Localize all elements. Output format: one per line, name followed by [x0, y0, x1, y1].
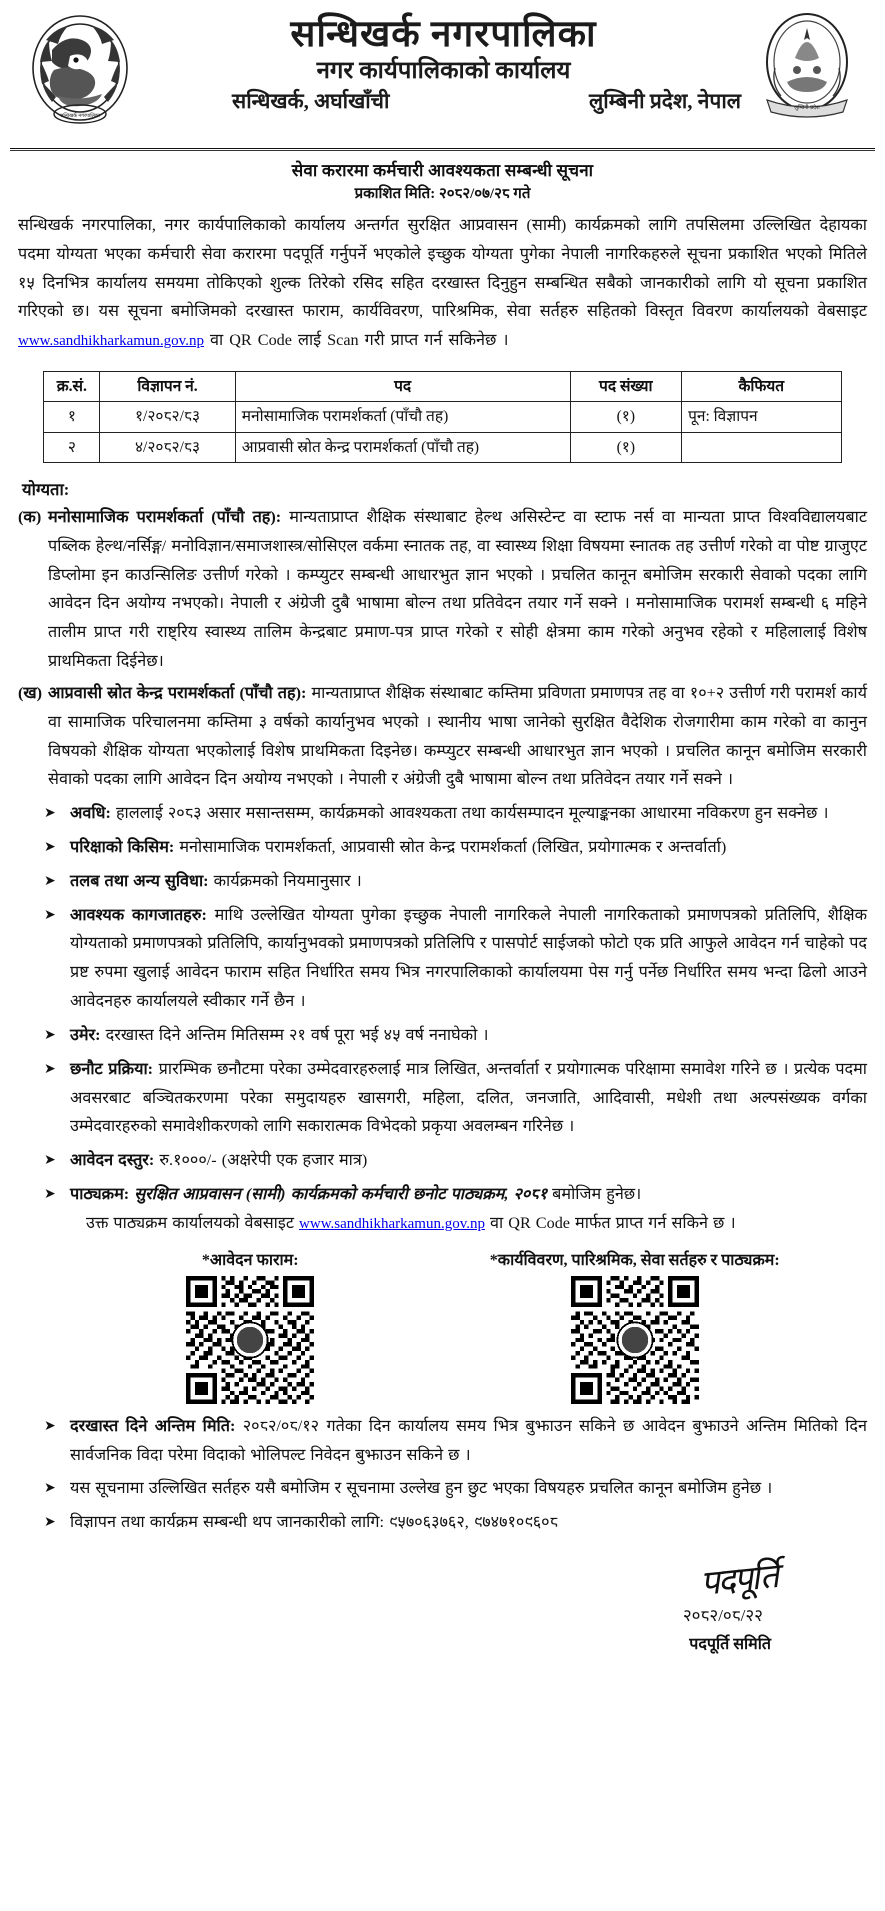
final-notes-list: [44, 1412, 867, 1537]
qualification-item-kha: [18, 679, 867, 794]
syllabus-line2-post: वा QR Code मार्फत प्राप्त गर्न सकिने छ ।: [490, 1213, 736, 1232]
bullet-text: दरखास्त दिने अन्तिम मितिसम्म २१ वर्ष पूरा भई ४५ वर्ष ननाघेको ।: [105, 1025, 489, 1044]
th-ad-no: विज्ञापन नं.: [100, 372, 235, 402]
intro-text-part-1: सन्धिखर्क नगरपालिका, नगर कार्यपालिकाको कार्यालय अन्तर्गत सुरक्षित आप्रवासन (सामी) कार्यक्रमको लागि तपसिलमा उल्लिखित देहायका पदमा योग्यता भएका कर्मचारी सेवा करारमा पदपूर्ति गर्नुपर्ने भएकोले इच्छुक योग्यता पुगेका नेपाली नागरिकहरुले सूचना प्रकाशित भएको मितिले १५ दिनभित्र कार्यालय समयमा तोकिएको शुल्क तिरेको रसिद सहित दरखास्त दिनुहुन सम्बन्धित सबैको जानकारीको लागि यो सूचना प्रकाशित गरिएको छ। यस सूचना बमोजिमको दरखास्त फाराम, कार्यविवरण, पारिश्रमिक, सेवा सर्तहरु सहितको विस्तृत विवरण कार्यालयको वेबसाइट: [18, 216, 867, 321]
list-item-fee: [44, 1146, 867, 1175]
fee-label: आवेदन दस्तुर:: [70, 1151, 155, 1170]
cell-serial: २: [44, 432, 100, 462]
bullet-label: परिक्षाको किसिम:: [70, 838, 175, 856]
arrow-bullet-icon: ➤: [44, 1515, 56, 1531]
header-divider-2: [10, 150, 875, 151]
th-count: पद संख्या: [570, 372, 682, 402]
list-item: [44, 1508, 867, 1537]
list-item: [44, 1055, 867, 1141]
qr-label-job-description: *कार्यविवरण, पारिश्रमिक, सेवा सर्तहरु र पाठ्यक्रम:: [489, 1251, 780, 1269]
bullet-label: उमेर:: [70, 1025, 101, 1044]
vacancy-table: [43, 371, 841, 463]
list-item: [44, 867, 867, 896]
bullet-label: छनौट प्रक्रिया:: [70, 1059, 154, 1078]
list-item: [44, 799, 867, 828]
arrow-bullet-icon: ➤: [44, 1481, 56, 1497]
lumbini-province-emblem-icon: [751, 8, 863, 126]
published-date: प्रकाशित मिति: २०८२/०७/२८ गते: [354, 186, 531, 202]
th-serial: क्र.सं.: [44, 372, 100, 402]
syllabus-name: सुरक्षित आप्रवासन (सामी) कार्यक्रमको कर्मचारी छनोट पाठ्यक्रम, २०८१: [134, 1185, 548, 1204]
cell-remarks: पून: विज्ञापन: [682, 402, 841, 432]
bullet-label: तलब तथा अन्य सुविधा:: [70, 871, 209, 890]
list-item: [44, 833, 867, 862]
qualification-lead-ka: मनोसामाजिक परामर्शकर्ता (पाँचौ तह):: [48, 507, 282, 526]
arrow-bullet-icon: ➤: [44, 1027, 56, 1043]
svg-text:सन्धिखर्क नगरपालिका: सन्धिखर्क नगरपालिका: [59, 113, 101, 119]
table-row: [44, 432, 841, 462]
intro-paragraph: [18, 211, 867, 355]
organization-office: नगर कार्यपालिकाको कार्यालय: [316, 58, 571, 85]
intro-text-part-2: वा QR Code लाई Scan गरी प्राप्त गर्न सकिनेछ ।: [210, 331, 509, 350]
th-remarks: कैफियत: [682, 372, 841, 402]
list-item: [44, 1412, 867, 1470]
organization-province: लुम्बिनी प्रदेश, नेपाल: [589, 89, 741, 114]
arrow-bullet-icon: ➤: [44, 1061, 56, 1077]
table-header-row: [44, 372, 841, 402]
qr-label-application-form: *आवेदन फाराम:: [201, 1251, 299, 1269]
syllabus-website-link[interactable]: www.sandhikharkamun.gov.np: [299, 1215, 485, 1232]
qr-code-icon[interactable]: [186, 1276, 314, 1404]
list-item: [44, 1021, 867, 1050]
signature-date: २०८२/०८/२२: [682, 1606, 763, 1626]
arrow-bullet-icon: ➤: [44, 1418, 56, 1434]
qr-block-application-form: [100, 1248, 400, 1404]
qr-block-job-description: [485, 1248, 785, 1404]
qr-section: [18, 1248, 867, 1404]
cell-remarks: [682, 432, 841, 462]
svg-text:लुम्बिनी प्रदेश: लुम्बिनी प्रदेश: [794, 105, 820, 111]
syllabus-tail: बमोजिम हुनेछ।: [552, 1185, 642, 1204]
list-item: [44, 1474, 867, 1503]
cell-count: (१): [570, 402, 682, 432]
fee-text: रु.१०००/- (अक्षरेपी एक हजार मात्र): [159, 1151, 368, 1170]
final-bullet-text: २०८२/०८/१२ गतेका दिन कार्यालय समय भित्र बुझाउन सकिने छ आवेदन बुझाउने अन्तिम मितिको दिन सार्वजनिक विदा परेमा विदाको भोलिपल्ट निवेदन बुझाउन सकिने छ ।: [70, 1416, 867, 1464]
signature-scribble: पदपूर्ति: [698, 1558, 779, 1603]
bullet-label: आवश्यक कागजातहरु:: [70, 905, 207, 924]
bullet-text: कार्यक्रमको नियमानुसार ।: [213, 871, 362, 890]
syllabus-line2-pre: उक्त पाठ्यक्रम कार्यालयको वेबसाइट: [86, 1213, 294, 1232]
website-link[interactable]: www.sandhikharkamun.gov.np: [18, 333, 204, 350]
qualification-item-ka: [18, 503, 867, 676]
qualification-lead-kha: आप्रवासी स्रोत केन्द्र परामर्शकर्ता (पाँचौ तह):: [48, 683, 307, 702]
arrow-bullet-icon: ➤: [44, 873, 56, 889]
list-item-syllabus: [44, 1180, 867, 1238]
arrow-bullet-icon: ➤: [44, 1153, 56, 1169]
qualification-text-kha: मान्यताप्राप्त शैक्षिक संस्थाबाट कम्तिमा प्रविणता प्रमाणपत्र तह वा १०+२ उत्तीर्ण गरी परामर्श कार्य वा सामाजिक परिचालनमा कम्तिमा ३ वर्षको कार्यानुभव भएको । स्थानीय भाषा जानेको सुरक्षित वैदेशिक रोजगारीमा काम गरेको वा कानुन विषयको शैक्षिक योग्यता भएकोलाई विशेष प्राथमिकता दिइनेछ। कम्प्युटर सम्बन्धी आधारभुत ज्ञान भएको । प्रचलित कानून बमोजिम सरकारी सेवाको पदका लागि आवेदन दिन अयोग्य नभएको । नेपाली र अंग्रेजी दुबै भाषामा बोल्न तथा प्रतिवेदन तयार गर्ने सक्ने ।: [48, 683, 868, 789]
syllabus-label: पाठ्यक्रम:: [70, 1185, 130, 1204]
cell-serial: १: [44, 402, 100, 432]
qualification-marker-kha: (ख): [18, 683, 43, 702]
cell-post: मनोसामाजिक परामर्शकर्ता (पाँचौ तह): [235, 402, 570, 432]
bullet-label: अवधि:: [70, 804, 111, 823]
arrow-bullet-icon: ➤: [44, 1187, 56, 1203]
arrow-bullet-icon: ➤: [44, 806, 56, 822]
arrow-bullet-icon: ➤: [44, 907, 56, 923]
nepal-municipality-emblem-icon: [24, 10, 136, 128]
qualification-text-ka: मान्यताप्राप्त शैक्षिक संस्थाबाट हेल्थ असिस्टेन्ट वा स्टाफ नर्स वा मान्यता प्राप्त विश्वविद्यालयबाट पब्लिक हेल्थ/नर्सिङ्ग/ मनोविज्ञान/समाजशास्त्र/सोसिएल वर्कमा स्नातक तह, वा स्वास्थ्य शिक्षा विषयमा स्नातक तह उत्तीर्ण गरेको वा पोष्ट ग्राजुएट डिप्लोमा इन काउन्सिलिङ उत्तीर्ण गरेको । कम्प्युटर सम्बन्धी आधारभुत ज्ञान भएको । प्रचलित कानून बमोजिम सरकारी सेवाको पदका लागि आवेदन दिन अयोग्य नभएको। नेपाली र अंग्रेजी दुबै भाषामा बोल्न तथा प्रतिवेदन तयार गर्ने सक्ने । मनोसामाजिक परामर्श सम्बन्धी ६ महिने तालीम प्राप्त गरी राष्ट्रिय स्वास्थ्य तालिम केन्द्रबाट प्रमाण-पत्र प्राप्त गरेको र सोही क्षेत्रमा काम गरेको अनुभव रहेको र महिलालाई विशेष प्राथमिकता दिईनेछ।: [48, 507, 868, 671]
signature-block: [18, 1555, 867, 1675]
cell-count: (१): [570, 432, 682, 462]
organization-address: सन्धिखर्क, अर्घाखाँची: [232, 89, 390, 114]
conditions-list: [44, 799, 867, 1238]
arrow-bullet-icon: ➤: [44, 840, 56, 855]
bullet-text: हाललाई २०८३ असार मसान्तसम्म, कार्यक्रमको आवश्यकता तथा कार्यसम्पादन मूल्याङ्कनका आधारमा नविकरण हुन सक्नेछ ।: [115, 804, 829, 823]
organization-name: सन्धिखर्क नगरपालिका: [290, 14, 597, 55]
th-post: पद: [235, 372, 570, 402]
header-text-block: [136, 6, 751, 115]
final-bullet-label: दरखास्त दिने अन्तिम मिति:: [70, 1416, 236, 1435]
table-row: [44, 402, 841, 432]
list-item: [44, 901, 867, 1016]
document-header: [0, 0, 885, 146]
bullet-text: माथि उल्लेखित योग्यता पुगेका इच्छुक नेपाली नागरिकले नेपाली नागरिकताको प्रमाणपत्रको प्रतिलिपि, शैक्षिक योग्यताको प्रमाणपत्रको प्रतिलिपि, कार्यानुभवको प्रमाणपत्रको प्रतिलिपि र पासपोर्ट साईजको फोटो एक प्रति आफुले आवेदन गर्न चाहेको पद प्रष्ट रुपमा खुलाई आवेदन फाराम सहित निर्धारित समय भित्र नगरपालिकाको कार्यालयमा पेस गर्नु पर्नेछ निर्धारित समय भन्दा ढिलो आउने आवेदनहरु कार्यालयले स्वीकार गर्ने छैन ।: [70, 905, 867, 1011]
bullet-text: मनोसामाजिक परामर्शकर्ता, आप्रवासी स्रोत केन्द्र परामर्शकर्ता (लिखित, प्रयोगात्मक र अन्तर्वार्ता): [179, 838, 727, 856]
cell-ad-no: ४/२०८२/८३: [100, 432, 235, 462]
cell-ad-no: १/२०८२/८३: [100, 402, 235, 432]
notice-subtitle: सेवा करारमा कर्मचारी आवश्यकता सम्बन्धी सूचना: [291, 161, 594, 180]
qualification-title: योग्यता:: [22, 479, 70, 499]
header-divider: [10, 148, 875, 149]
qr-code-icon[interactable]: [571, 1276, 699, 1404]
final-bullet-text: यस सूचनामा उल्लिखित सर्तहरु यसै बमोजिम र सूचनामा उल्लेख हुन छुट भएका विषयहरु प्रचलित कानून बमोजिम हुनेछ ।: [70, 1479, 773, 1498]
bullet-text: प्रारम्भिक छनौटमा परेका उम्मेदवारहरुलाई मात्र लिखित, अन्तर्वार्ता र प्रयोगात्मक परिक्षामा समावेश गरिने छ । प्रत्येक पदमा अवसरबाट बञ्चितकरणमा परेका समुदायहरु खासगरी, महिला, दलित, जनजाति, आदिवासी, मधेशी तथा अल्पसंख्यक वर्गका उम्मेदवारहरुको समावेशीकरणको लागि सकारात्मक विभेदको प्रकृया अवलम्बन गरिनेछ ।: [70, 1059, 868, 1136]
final-bullet-text: विज्ञापन तथा कार्यक्रम सम्बन्धी थप जानकारीको लागि: ९५७०६३७६२, ९७४७१०९६०८: [70, 1513, 559, 1532]
qualification-marker-ka: (क): [18, 507, 42, 526]
cell-post: आप्रवासी स्रोत केन्द्र परामर्शकर्ता (पाँचौ तह): [235, 432, 570, 462]
signature-title: पदपूर्ति समिति: [689, 1636, 771, 1654]
